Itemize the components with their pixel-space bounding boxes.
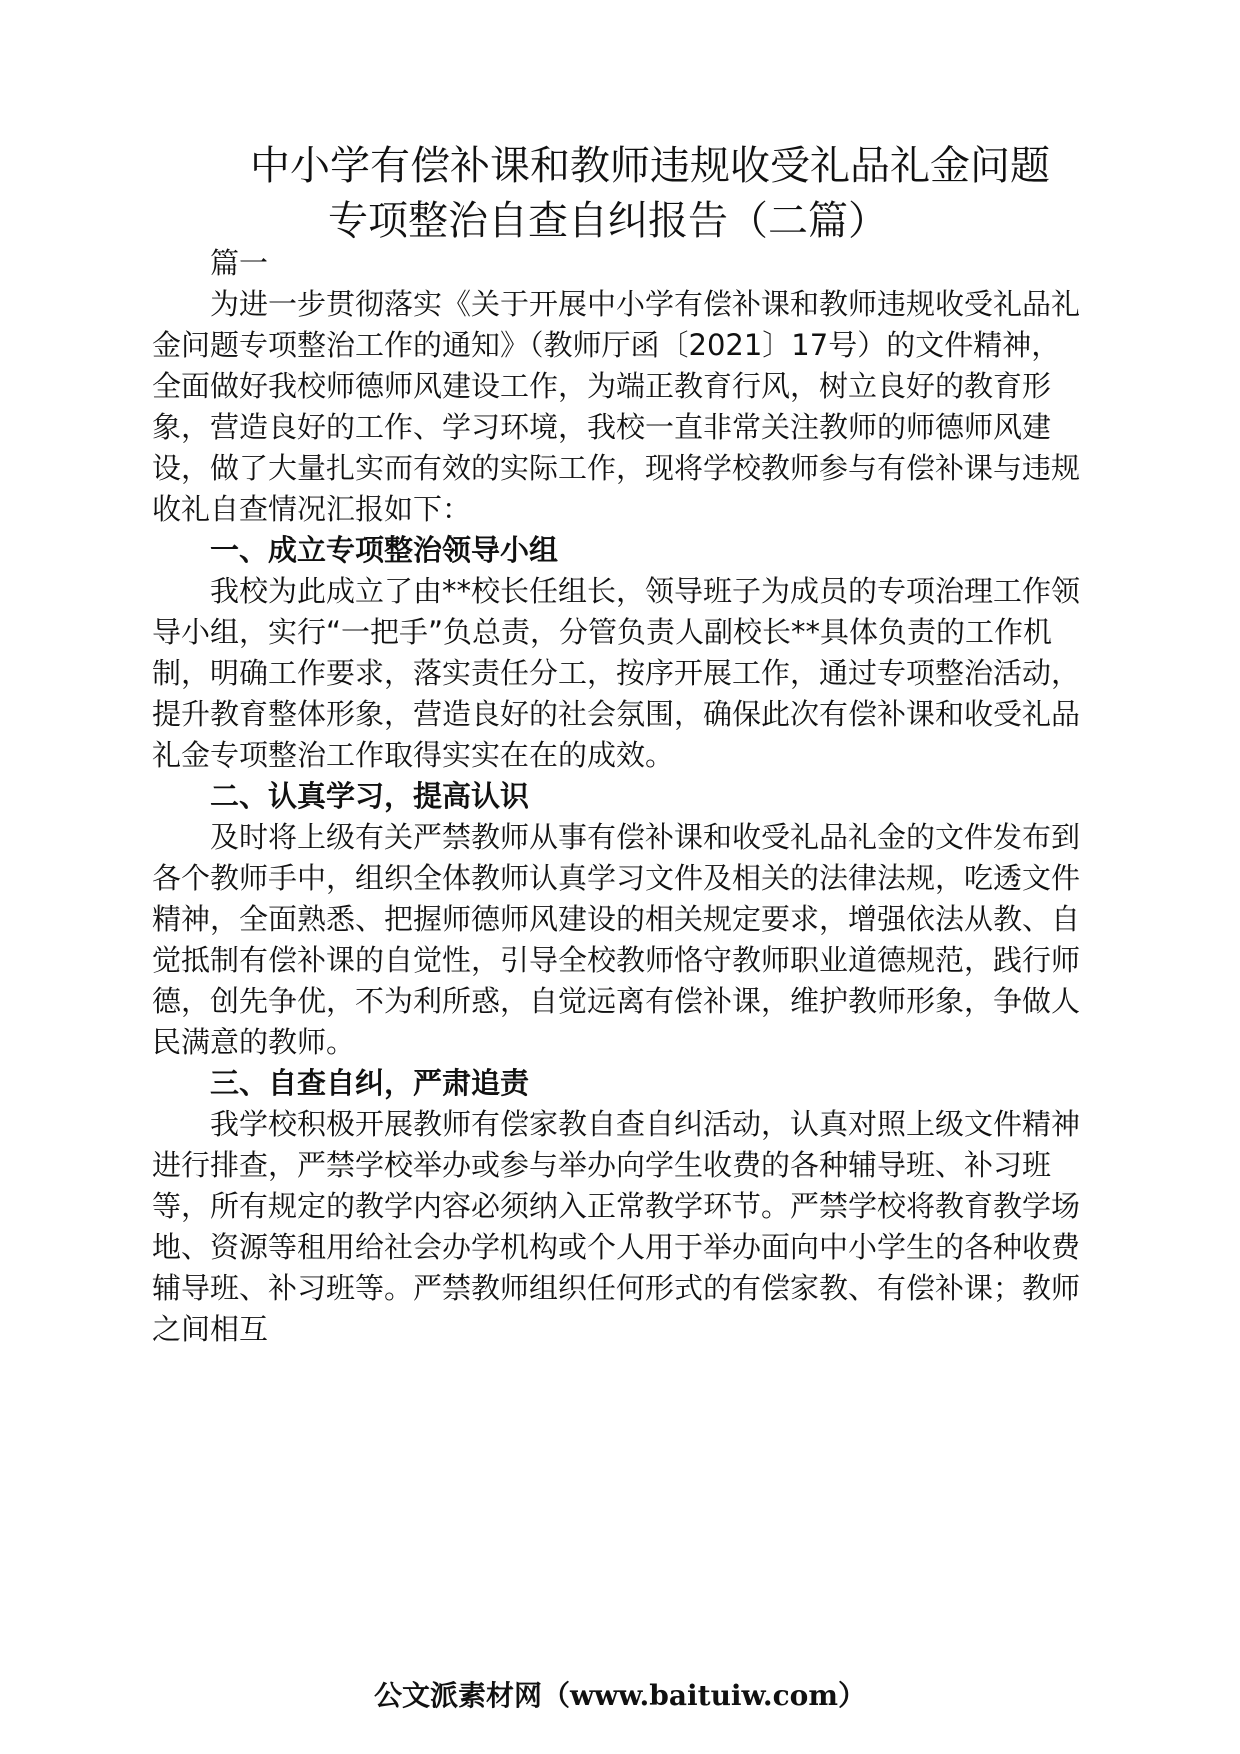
section-2-heading: 二、认真学习，提高认识 [210,779,530,813]
section-3-heading: 三、自查自纠，严肃追责 [210,1066,530,1100]
footer-watermark: 公文派素材网（www.baituiw.com） [374,1679,866,1712]
intro-paragraph: 为进一步贯彻落实《关于开展中小学有偿补课和教师违规收受礼品礼金问题专项整治工作的通知》（教师厅函〔2021〕17号）的文件精神，全面做好我校师德师风建设工作，为端正教育行风，树立良好的教育形象，营造良好的工作、学习环境，我校一直非常关注教师的师德师风建设，做了大量扎实而有效的实际工作，现将学校教师参与有偿补课与违规收礼自查情况汇报如下： [152,287,1081,526]
document-title-line-1: 中小学有偿补课和教师违规收受礼品礼金问题 [250,143,1050,189]
section-1-paragraph: 我校为此成立了由**校长任组长，领导班子为成员的专项治理工作领导小组，实行“一把手”负总责，分管负责人副校长**具体负责的工作机制，明确工作要求，落实责任分工，按序开展工作，通过专项整治活动，提升教育整体形象，营造良好的社会氛围，确保此次有偿补课和收受礼品礼金专项整治工作取得实实在在的成效。 [152,574,1081,772]
section-2-paragraph: 及时将上级有关严禁教师从事有偿补课和收受礼品礼金的文件发布到各个教师手中，组织全体教师认真学习文件及相关的法律法规，吃透文件精神，全面熟悉、把握师德师风建设的相关规定要求，增强依法从教、自觉抵制有偿补课的自觉性，引导全校教师恪守教师职业道德规范，践行师德，创先争优，不为利所惑，自觉远离有偿补课，维护教师形象，争做人民满意的教师。 [152,820,1081,1059]
section-1-heading: 一、成立专项整治领导小组 [210,533,559,567]
part-label: 篇一 [210,246,269,280]
document-body [152,243,1082,1350]
section-3-paragraph: 我学校积极开展教师有偿家教自查自纠活动，认真对照上级文件精神进行排查，严禁学校举办或参与举办向学生收费的各种辅导班、补习班等，所有规定的教学内容必须纳入正常教学环节。严禁学校将教育教学场地、资源等租用给社会办学机构或个人用于举办面向中小学生的各种收费辅导班、补习班等。严禁教师组织任何形式的有偿家教、有偿补课；教师之间相互 [152,1107,1081,1346]
document-title-line-2: 专项整治自查自纠报告（二篇） [328,198,888,244]
